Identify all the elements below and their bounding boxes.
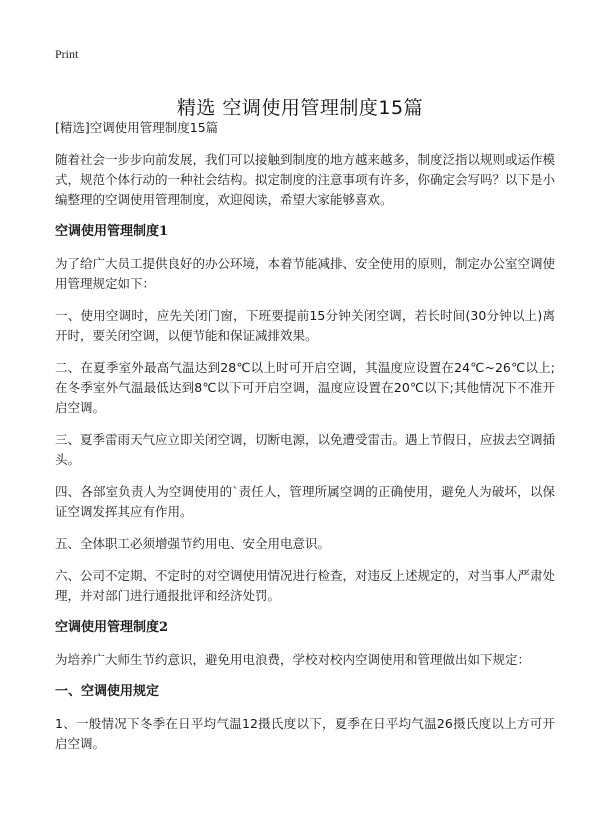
document-subtitle: [精选]空调使用管理制度15篇	[55, 120, 219, 135]
print-label: Print	[55, 47, 79, 61]
section-1-paragraph: 五、全体职工必须增强节约用电、安全用电意识。	[55, 536, 331, 551]
section-1-paragraph: 二、在夏季室外最高气温达到28℃以上时可开启空调，其温度应设置在24℃~26℃以上;在冬季室外气温最低达到8℃以下可开启空调，温度应设置在20℃以下;其他情况下不准开启空调。	[55, 360, 555, 415]
section-2-paragraph: 1、一般情况下冬季在日平均气温12摄氏度以下，夏季在日平均气温26摄氏度以上方可开启空调。	[55, 716, 555, 751]
section-1-heading: 空调使用管理制度1	[55, 224, 169, 239]
section-1-paragraph: 六、公司不定期、不定时的对空调使用情况进行检查，对违反上述规定的，对当事人严肃处理，并对部门进行通报批评和经济处罚。	[55, 568, 556, 603]
section-1-paragraph: 四、各部室负责人为空调使用的`责任人，管理所属空调的正确使用，避免人为破坏，以保证空调发挥其应有作用。	[55, 484, 555, 519]
section-2-subheading: 一、空调使用规定	[55, 684, 160, 699]
intro-paragraph: 随着社会一步步向前发展，我们可以接触到制度的地方越来越多，制度泛指以规则或运作模式，规范个体行动的一种社会结构。拟定制度的注意事项有许多，你确定会写吗？以下是小编整理的空调使用管理制度，欢迎阅读，希望大家能够喜欢。	[55, 152, 556, 207]
document-title: 精选 空调使用管理制度15篇	[176, 96, 424, 119]
section-1-paragraph: 三、夏季雷雨天气应立即关闭空调，切断电源，以免遭受雷击。遇上节假日，应拔去空调插头。	[55, 432, 556, 467]
section-1-paragraph: 为了给广大员工提供良好的办公环境，本着节能减排、安全使用的原则，制定办公室空调使用管理规定如下：	[55, 256, 556, 291]
section-1-paragraph: 一、使用空调时，应先关闭门窗，下班要提前15分钟关闭空调，若长时间(30分钟以上)离开时，要关闭空调，以便节能和保证减排效果。	[55, 308, 555, 343]
section-2-intro: 为培养广大师生节约意识，避免用电浪费，学校对校内空调使用和管理做出如下规定：	[55, 652, 531, 667]
document-body	[55, 118, 555, 766]
section-2-heading: 空调使用管理制度2	[55, 620, 169, 635]
